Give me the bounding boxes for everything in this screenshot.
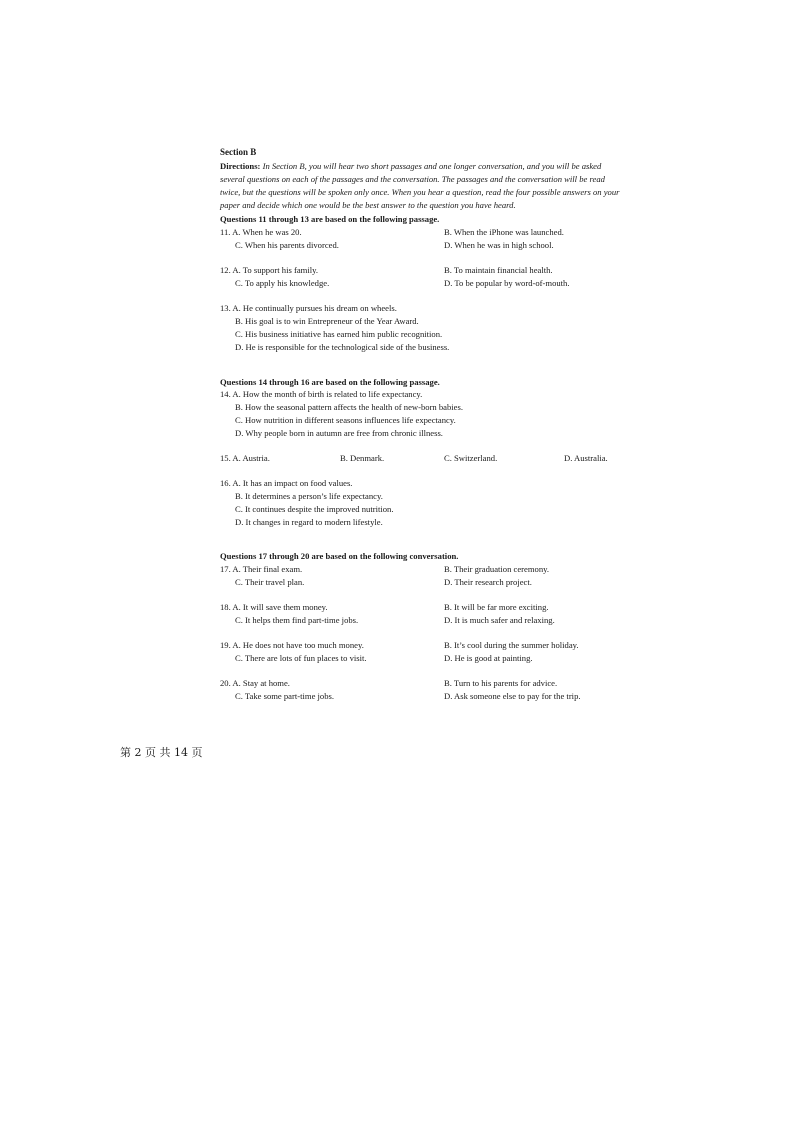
q14-option-c: C. How nutrition in different seasons influences life expectancy.	[235, 415, 456, 426]
question-16	[220, 477, 630, 529]
question-15	[220, 452, 630, 465]
q11-option-c: C. When his parents divorced.	[235, 240, 339, 251]
q15-option-b: B. Denmark.	[340, 452, 385, 463]
q13-option-a: 13. A. He continually pursues his dream on wheels.	[220, 302, 397, 313]
q20-option-d: D. Ask someone else to pay for the trip.	[444, 690, 581, 701]
question-14	[220, 388, 630, 440]
q13-option-d: D. He is responsible for the technological side of the business.	[235, 341, 450, 352]
question-12	[220, 264, 630, 290]
q11-option-d: D. When he was in high school.	[444, 240, 554, 251]
q16-option-d: D. It changes in regard to modern lifestyle.	[235, 516, 383, 527]
question-19	[220, 639, 630, 665]
directions-line-2: several questions on each of the passages and the conversation. The passages and the conversation will be read	[220, 173, 605, 184]
q12-option-d: D. To be popular by word-of-mouth.	[444, 278, 570, 289]
q20-option-b: B. Turn to his parents for advice.	[444, 677, 558, 688]
q14-option-a: 14. A. How the month of birth is related to life expectancy.	[220, 389, 423, 400]
directions-line-3: twice, but the questions will be spoken only once. When you hear a question, read the four possible answers on your	[220, 186, 620, 197]
q15-option-c: C. Switzerland.	[444, 452, 498, 463]
exam-page-content	[220, 146, 630, 702]
q12-option-c: C. To apply his knowledge.	[235, 278, 330, 289]
q19-option-b: B. It’s cool during the summer holiday.	[444, 639, 579, 650]
question-17	[220, 563, 630, 589]
q19-option-d: D. He is good at painting.	[444, 652, 533, 663]
section-title: Section B	[220, 147, 257, 157]
directions-block	[220, 160, 630, 212]
q15-option-a: 15. A. Austria.	[220, 452, 270, 463]
q18-option-d: D. It is much safer and relaxing.	[444, 615, 555, 625]
directions-line-4: paper and decide which one would be the best answer to the question you have heard.	[220, 199, 516, 210]
q15-option-d: D. Australia.	[564, 452, 608, 463]
page-number: 第 2 页 共 14 页	[120, 746, 203, 759]
question-20	[220, 677, 630, 703]
q16-option-c: C. It continues despite the improved nutrition.	[235, 503, 394, 514]
q11-option-a: 11. A. When he was 20.	[220, 227, 302, 238]
directions-line-1: In Section B, you will hear two short passages and one longer conversation, and you will be asked	[262, 160, 602, 171]
q12-option-a: 12. A. To support his family.	[220, 265, 318, 276]
q17-option-d: D. Their research project.	[444, 577, 532, 588]
question-13	[220, 302, 630, 354]
group-title-17-20: Questions 17 through 20 are based on the following conversation.	[220, 551, 459, 562]
question-11	[220, 226, 630, 252]
q19-option-a: 19. A. He does not have too much money.	[220, 639, 364, 650]
q17-option-c: C. Their travel plan.	[235, 577, 305, 588]
q18-option-a: 18. A. It will save them money.	[220, 602, 328, 613]
q13-option-c: C. His business initiative has earned him public recognition.	[235, 328, 443, 339]
q14-option-b: B. How the seasonal pattern affects the health of new-born babies.	[235, 402, 463, 413]
q14-option-d: D. Why people born in autumn are free from chronic illness.	[235, 428, 443, 439]
q20-option-c: C. Take some part-time jobs.	[235, 690, 335, 701]
q20-option-a: 20. A. Stay at home.	[220, 677, 290, 688]
q11-option-b: B. When the iPhone was launched.	[444, 227, 564, 238]
question-18	[220, 601, 630, 627]
q16-option-b: B. It determines a person’s life expectancy.	[235, 490, 383, 501]
q12-option-b: B. To maintain financial health.	[444, 265, 553, 276]
directions-label: Directions:	[220, 160, 261, 171]
q19-option-c: C. There are lots of fun places to visit.	[235, 652, 367, 663]
q16-option-a: 16. A. It has an impact on food values.	[220, 477, 353, 488]
group-title-11-13: Questions 11 through 13 are based on the following passage.	[220, 214, 440, 225]
q18-option-b: B. It will be far more exciting.	[444, 602, 549, 613]
q17-option-a: 17. A. Their final exam.	[220, 564, 303, 575]
q13-option-b: B. His goal is to win Entrepreneur of the Year Award.	[235, 315, 419, 326]
group-title-14-16: Questions 14 through 16 are based on the following passage.	[220, 376, 440, 387]
q17-option-b: B. Their graduation ceremony.	[444, 564, 550, 575]
q18-option-c: C. It helps them find part-time jobs.	[235, 615, 359, 625]
